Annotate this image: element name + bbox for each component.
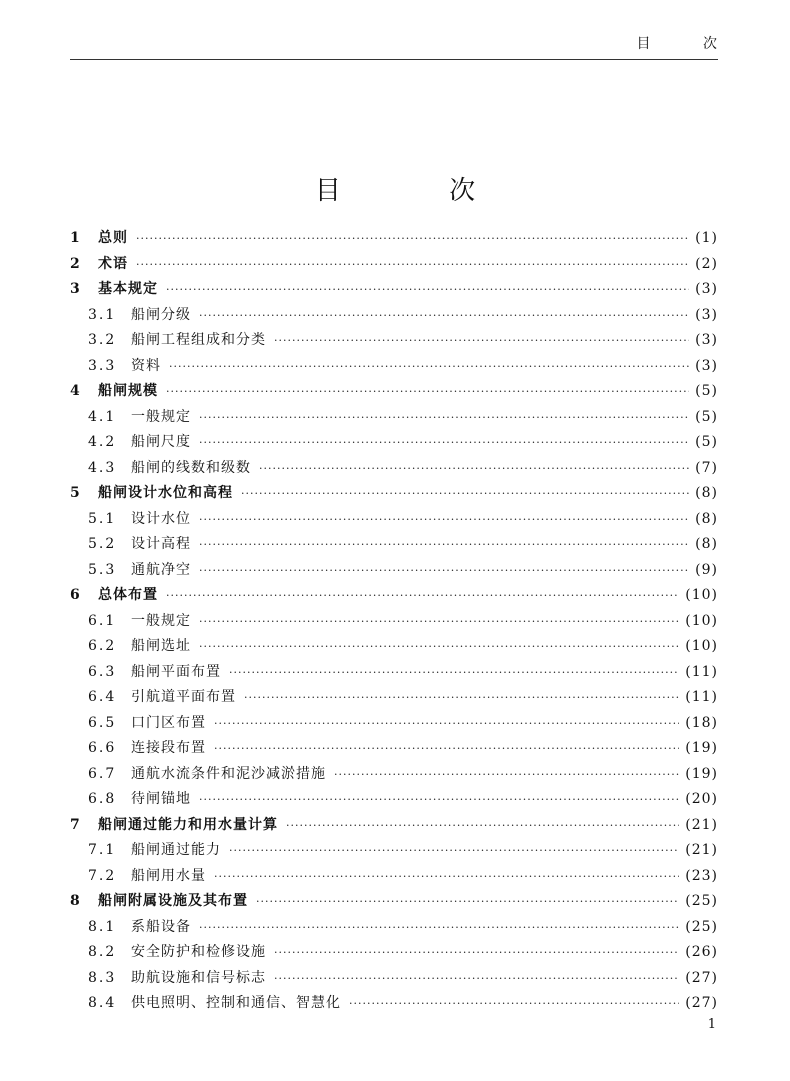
- toc-entry-page: (11): [685, 689, 718, 705]
- toc-entry-number: 1: [70, 230, 80, 246]
- toc-entry-number: 8.4: [88, 995, 117, 1011]
- toc-entry-title: 船闸附属设施及其布置: [98, 893, 248, 909]
- toc-section-entry[interactable]: [70, 430, 718, 456]
- toc-entry-title: 船闸选址: [131, 638, 191, 654]
- toc-section-entry[interactable]: [70, 532, 718, 558]
- toc-entry-page: (25): [685, 918, 718, 935]
- toc-entry-number: 3.1: [88, 306, 117, 323]
- toc-entry-page: (2): [695, 255, 718, 272]
- toc-entry-page: (26): [685, 944, 718, 960]
- toc-entry-title: 船闸平面布置: [131, 663, 221, 680]
- toc-entry-title: 总则: [98, 230, 128, 246]
- toc-section-entry[interactable]: [70, 864, 718, 890]
- toc-entry-number: 2: [70, 255, 80, 272]
- toc-entry-title: 连接段布置: [131, 740, 206, 756]
- toc-entry-title: 术语: [98, 255, 128, 272]
- toc-entry-title: 总体布置: [98, 587, 158, 603]
- toc-entry-title: 安全防护和检修设施: [131, 944, 266, 960]
- toc-section-entry[interactable]: [70, 456, 718, 482]
- toc-dot-leader: [274, 940, 679, 966]
- toc-entry-page: (7): [695, 459, 718, 476]
- toc-chapter-entry[interactable]: [70, 277, 718, 303]
- toc-entry-number: 6.7: [88, 765, 117, 782]
- toc-entry-title: 船闸通过能力: [131, 842, 221, 858]
- toc-entry-title: 船闸设计水位和高程: [98, 485, 233, 501]
- toc-dot-leader: [166, 583, 679, 609]
- toc-entry-title: 设计水位: [131, 510, 191, 527]
- toc-entry-page: (18): [685, 714, 718, 731]
- toc-dot-leader: [199, 609, 679, 635]
- toc-section-entry[interactable]: [70, 685, 718, 711]
- toc-chapter-entry[interactable]: [70, 583, 718, 609]
- toc-entry-title: 资料: [131, 357, 161, 374]
- toc-entry-page: (10): [685, 587, 718, 603]
- toc-entry-number: 3.3: [88, 357, 117, 374]
- toc-entry-number: 4: [70, 383, 80, 399]
- toc-dot-leader: [334, 762, 679, 788]
- toc-entry-page: (5): [695, 383, 718, 399]
- toc-entry-page: (11): [685, 663, 718, 680]
- toc-dot-leader: [229, 660, 679, 686]
- toc-entry-title: 船闸用水量: [131, 867, 206, 884]
- toc-entry-title: 船闸分级: [131, 306, 191, 323]
- toc-entry-number: 6.8: [88, 791, 117, 807]
- toc-entry-number: 6.5: [88, 714, 117, 731]
- toc-entry-title: 助航设施和信号标志: [131, 969, 266, 986]
- toc-section-entry[interactable]: [70, 558, 718, 584]
- toc-section-entry[interactable]: [70, 609, 718, 635]
- toc-section-entry[interactable]: [70, 354, 718, 380]
- toc-entry-number: 4.1: [88, 408, 117, 425]
- toc-dot-leader: [286, 813, 679, 839]
- toc-entry-page: (27): [685, 969, 718, 986]
- toc-dot-leader: [136, 252, 689, 278]
- toc-section-entry[interactable]: [70, 966, 718, 992]
- toc-entry-title: 通航净空: [131, 561, 191, 578]
- toc-entry-page: (19): [685, 765, 718, 782]
- toc-section-entry[interactable]: [70, 634, 718, 660]
- toc-entry-page: (5): [695, 434, 718, 450]
- toc-section-entry[interactable]: [70, 940, 718, 966]
- toc-dot-leader: [199, 915, 679, 941]
- toc-entry-number: 5.3: [88, 561, 117, 578]
- toc-chapter-entry[interactable]: [70, 252, 718, 278]
- toc-entry-title: 船闸通过能力和用水量计算: [98, 816, 278, 833]
- toc-dot-leader: [199, 532, 689, 558]
- toc-section-entry[interactable]: [70, 711, 718, 737]
- toc-entry-number: 3: [70, 281, 80, 297]
- toc-dot-leader: [214, 864, 679, 890]
- toc-dot-leader: [259, 456, 689, 482]
- toc-dot-leader: [214, 711, 679, 737]
- toc-entry-title: 船闸尺度: [131, 434, 191, 450]
- toc-entry-page: (9): [695, 561, 718, 578]
- toc-section-entry[interactable]: [70, 736, 718, 762]
- toc-dot-leader: [244, 685, 679, 711]
- toc-dot-leader: [241, 481, 689, 507]
- toc-entry-number: 4.3: [88, 459, 117, 476]
- toc-chapter-entry[interactable]: [70, 379, 718, 405]
- toc-entry-title: 系船设备: [131, 918, 191, 935]
- toc-dot-leader: [199, 405, 689, 431]
- toc-entry-number: 3.2: [88, 332, 117, 348]
- toc-entry-page: (25): [685, 893, 718, 909]
- toc-chapter-entry[interactable]: [70, 813, 718, 839]
- toc-entry-page: (19): [685, 740, 718, 756]
- toc-dot-leader: [136, 226, 689, 252]
- toc-entry-title: 一般规定: [131, 612, 191, 629]
- running-header: 目 次: [636, 36, 741, 52]
- toc-entry-number: 6.4: [88, 689, 117, 705]
- page-title: 目 次: [314, 176, 526, 206]
- table-of-contents: [70, 226, 718, 1017]
- toc-dot-leader: [199, 558, 689, 584]
- toc-entry-page: (8): [695, 485, 718, 501]
- toc-chapter-entry[interactable]: [70, 481, 718, 507]
- toc-entry-number: 8.2: [88, 944, 117, 960]
- toc-entry-number: 8: [70, 893, 80, 909]
- toc-entry-title: 供电照明、控制和通信、智慧化: [131, 995, 341, 1011]
- toc-entry-page: (10): [685, 638, 718, 654]
- toc-section-entry[interactable]: [70, 507, 718, 533]
- toc-entry-page: (3): [695, 332, 718, 348]
- toc-entry-title: 船闸工程组成和分类: [131, 332, 266, 348]
- toc-entry-page: (3): [695, 306, 718, 323]
- toc-entry-page: (21): [685, 816, 718, 833]
- toc-entry-page: (8): [695, 536, 718, 552]
- toc-entry-number: 7.2: [88, 867, 117, 884]
- toc-entry-number: 5: [70, 485, 80, 501]
- toc-entry-page: (8): [695, 510, 718, 527]
- toc-dot-leader: [166, 379, 689, 405]
- toc-entry-page: (23): [685, 867, 718, 884]
- toc-entry-number: 8.3: [88, 969, 117, 986]
- toc-entry-page: (3): [695, 357, 718, 374]
- toc-entry-page: (1): [695, 230, 718, 246]
- toc-section-entry[interactable]: [70, 328, 718, 354]
- toc-dot-leader: [214, 736, 679, 762]
- toc-section-entry[interactable]: [70, 991, 718, 1017]
- toc-dot-leader: [199, 303, 689, 329]
- toc-entry-number: 6.6: [88, 740, 117, 756]
- toc-entry-number: 6.2: [88, 638, 117, 654]
- toc-dot-leader: [199, 787, 679, 813]
- toc-entry-title: 一般规定: [131, 408, 191, 425]
- toc-dot-leader: [256, 889, 679, 915]
- toc-entry-page: (10): [685, 612, 718, 629]
- toc-section-entry[interactable]: [70, 838, 718, 864]
- toc-chapter-entry[interactable]: [70, 889, 718, 915]
- toc-entry-title: 待闸锚地: [131, 791, 191, 807]
- toc-entry-title: 引航道平面布置: [131, 689, 236, 705]
- toc-entry-page: (21): [685, 842, 718, 858]
- toc-dot-leader: [166, 277, 689, 303]
- toc-entry-number: 6.3: [88, 663, 117, 680]
- toc-section-entry[interactable]: [70, 762, 718, 788]
- toc-entry-number: 7.1: [88, 842, 117, 858]
- toc-entry-title: 设计高程: [131, 536, 191, 552]
- toc-entry-page: (20): [685, 791, 718, 807]
- toc-dot-leader: [274, 328, 689, 354]
- toc-dot-leader: [199, 507, 689, 533]
- toc-entry-page: (5): [695, 408, 718, 425]
- toc-entry-title: 口门区布置: [131, 714, 206, 731]
- toc-entry-page: (27): [685, 995, 718, 1011]
- toc-section-entry[interactable]: [70, 660, 718, 686]
- toc-section-entry[interactable]: [70, 915, 718, 941]
- toc-entry-title: 船闸规模: [98, 383, 158, 399]
- toc-dot-leader: [349, 991, 679, 1017]
- toc-dot-leader: [229, 838, 679, 864]
- toc-entry-number: 5.2: [88, 536, 117, 552]
- toc-dot-leader: [199, 634, 679, 660]
- toc-dot-leader: [199, 430, 689, 456]
- header-rule: [70, 59, 718, 60]
- toc-section-entry[interactable]: [70, 303, 718, 329]
- toc-entry-page: (3): [695, 281, 718, 297]
- toc-entry-number: 7: [70, 816, 80, 833]
- toc-entry-title: 船闸的线数和级数: [131, 459, 251, 476]
- toc-chapter-entry[interactable]: [70, 226, 718, 252]
- toc-entry-number: 8.1: [88, 918, 117, 935]
- toc-section-entry[interactable]: [70, 787, 718, 813]
- toc-dot-leader: [274, 966, 679, 992]
- toc-entry-number: 6.1: [88, 612, 117, 629]
- toc-entry-title: 通航水流条件和泥沙减淤措施: [131, 765, 326, 782]
- toc-dot-leader: [169, 354, 689, 380]
- page-number: 1: [707, 1017, 716, 1032]
- toc-section-entry[interactable]: [70, 405, 718, 431]
- toc-entry-title: 基本规定: [98, 281, 158, 297]
- toc-entry-number: 6: [70, 587, 80, 603]
- toc-entry-number: 4.2: [88, 434, 117, 450]
- toc-entry-number: 5.1: [88, 510, 117, 527]
